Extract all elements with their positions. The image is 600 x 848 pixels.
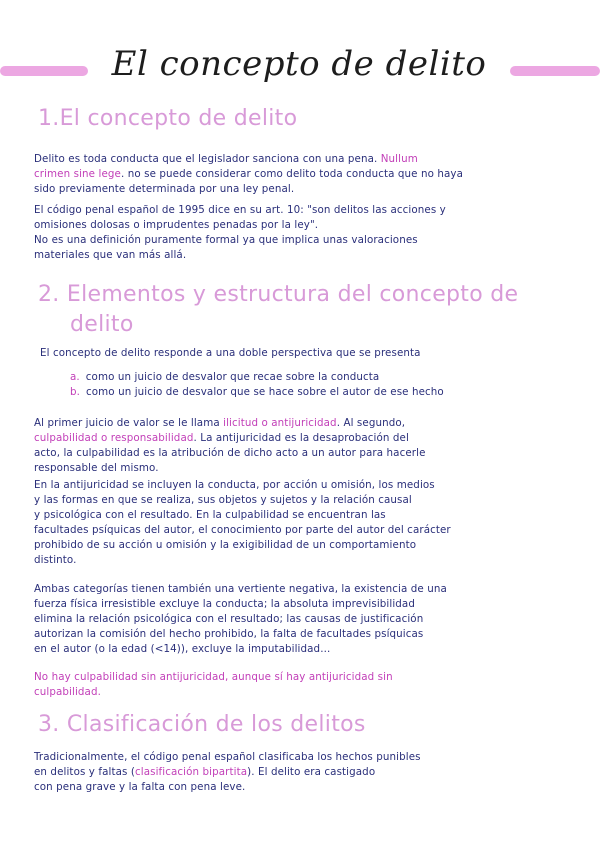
text-line: Tradicionalmente, el código penal español clasificaba los hechos punibles — [34, 751, 421, 763]
term-highlight: ilicitud o antijuricidad — [223, 417, 337, 429]
text-line: Ambas categorías tienen también una vertiente negativa, la existencia de una — [34, 583, 447, 595]
text-segment: . La antijuricidad es la desaprobación del — [193, 432, 409, 444]
text-line: El código penal español de 1995 dice en su art. 10: "son delitos las acciones y — [34, 204, 446, 216]
list-item — [70, 385, 600, 400]
text-line: elimina la relación psicológica con el resultado; las causas de justificación — [34, 613, 424, 625]
title-highlight-left — [0, 66, 88, 76]
text-segment: ). El delito era castigado — [247, 766, 376, 778]
text-line: omisiones dolosas o imprudentes penadas por la ley". — [34, 219, 319, 231]
text-segment: en delitos y faltas ( — [34, 766, 135, 778]
section-2-intro — [40, 346, 580, 361]
text-line: En la antijuricidad se incluyen la conducta, por acción u omisión, los medios — [34, 479, 435, 491]
text-line: materiales que van más allá. — [34, 249, 187, 261]
text-line: El concepto de delito responde a una doble perspectiva que se presenta — [40, 347, 421, 359]
text-line: y psicológica con el resultado. En la culpabilidad se encuentran las — [34, 509, 386, 521]
list-item-text: como un juicio de desvalor que recae sobre la conducta — [85, 371, 380, 383]
text-line: y las formas en que se realiza, sus objetos y sujetos y la relación causal — [34, 494, 412, 506]
text-line: acto, la culpabilidad es la atribución de dicho acto a un autor para hacerle — [34, 447, 426, 459]
text-segment: Delito es toda conducta que el legislador sanciona con una pena. — [34, 153, 381, 165]
section-2-paragraph-1 — [34, 416, 574, 476]
text-line: distinto. — [34, 554, 77, 566]
latin-phrase: Nullum — [380, 153, 418, 165]
list-marker: b. — [70, 386, 81, 398]
section-1-paragraph-2 — [34, 203, 574, 263]
text-line: en el autor (o la edad (<14)), excluye la imputabilidad... — [34, 643, 331, 655]
list-marker: a. — [70, 371, 80, 383]
title-highlight-right — [510, 66, 600, 76]
text-line-highlight: No hay culpabilidad sin antijuricidad, aunque sí hay antijuricidad sin — [34, 671, 393, 683]
section-1-paragraph-1 — [34, 152, 574, 197]
text-line-highlight: culpabilidad. — [34, 686, 101, 698]
section-2-heading-line-1: 2. Elementos y estructura del concepto de — [38, 282, 519, 307]
page-title: El concepto de delito — [111, 44, 487, 84]
text-line: autorizan la comisión del hecho prohibido, la falta de facultades psíquicas — [34, 628, 424, 640]
text-line: facultades psíquicas del autor, el conocimiento por parte del autor del carácter — [34, 524, 451, 536]
text-line: con pena grave y la falta con pena leve. — [34, 781, 246, 793]
perspective-list — [70, 370, 600, 400]
list-item-text: como un juicio de desvalor que se hace sobre el autor de ese hecho — [86, 386, 444, 398]
term-highlight: culpabilidad o responsabilidad — [34, 432, 194, 444]
section-2-heading-line-2: delito — [70, 312, 134, 337]
text-line: responsable del mismo. — [34, 462, 159, 474]
section-1-heading: 1.El concepto de delito — [38, 106, 298, 131]
section-3-heading: 3. Clasificación de los delitos — [38, 712, 366, 737]
text-segment: Al primer juicio de valor se le llama — [34, 417, 224, 429]
text-segment: . no se puede considerar como delito toda conducta que no haya — [120, 168, 464, 180]
text-line: fuerza física irresistible excluye la conducta; la absoluta imprevisibilidad — [34, 598, 415, 610]
section-2-paragraph-3 — [34, 582, 574, 657]
term-highlight: clasificación bipartita — [134, 766, 248, 778]
text-line: sido previamente determinada por una ley penal. — [34, 183, 295, 195]
latin-phrase-cont: crimen sine lege — [34, 168, 121, 180]
text-line: No es una definición puramente formal ya que implica unas valoraciones — [34, 234, 418, 246]
list-item — [70, 370, 600, 385]
text-line: prohibido de su acción u omisión y la exigibilidad de un comportamiento — [34, 539, 417, 551]
text-segment: . Al segundo, — [336, 417, 406, 429]
section-3-paragraph-1 — [34, 750, 574, 795]
title-row — [0, 44, 600, 96]
section-2-paragraph-2 — [34, 478, 574, 568]
section-2-paragraph-4 — [34, 670, 574, 700]
